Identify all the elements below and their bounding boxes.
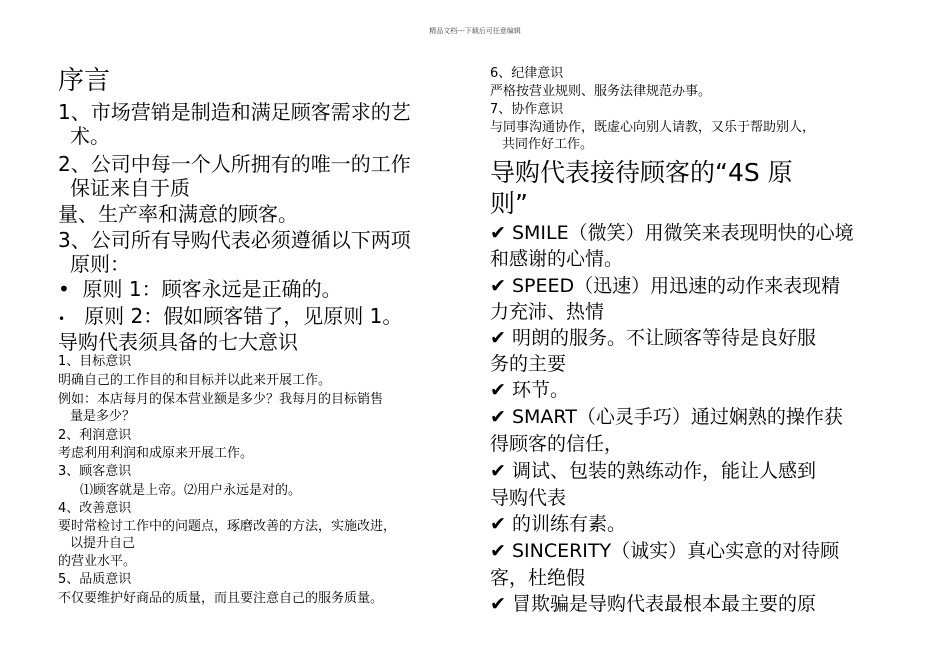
- check-item-sincerity-cont: 客，杜绝假: [490, 567, 586, 589]
- check-item-packaging: ✔ 调试、包装的熟练动作，能让人感到: [490, 460, 816, 482]
- preface-title: 序言: [58, 66, 111, 96]
- principle-1-text: 原则 1：顾客永远是正确的。: [82, 277, 342, 301]
- check-item-deception: ✔ 冒欺骗是导购代表最根本最主要的原: [490, 593, 816, 615]
- check-item-speed-cont: 力充沛、热情: [490, 301, 605, 323]
- bullet-icon: •: [58, 312, 66, 326]
- cooperation-awareness-text: 与同事沟通协作，既虚心向别人请教，又乐于帮助别人，: [490, 120, 816, 135]
- principle-2: [58, 300, 402, 329]
- bullet-icon: •: [58, 277, 70, 301]
- check-item-bright-service: ✔ 明朗的服务。不让顾客等待是良好服: [490, 327, 816, 349]
- check-item-smile-cont: 和感谢的心情。: [490, 248, 624, 270]
- principle-2-text: 原则 2：假如顾客错了，见原则 1。: [84, 304, 403, 328]
- preface-item-1-cont: 术。: [70, 124, 110, 148]
- preface-item-1: 1、市场营销是制造和满足顾客需求的艺: [58, 100, 411, 124]
- goal-awareness-text: 明确自己的工作目的和目标并以此来开展工作。: [58, 373, 332, 388]
- profit-awareness-text: 考虑利用利润和成原来开展工作。: [58, 446, 254, 461]
- check-item-smile: ✔ SMILE（微笑）用微笑来表现明快的心境: [490, 222, 854, 244]
- cooperation-awareness-cont: 共同作好工作。: [502, 137, 594, 152]
- seven-awareness-heading: 导购代表须具备的七大意识: [58, 330, 298, 354]
- discipline-awareness-title: 6、纪律意识: [490, 66, 564, 81]
- 4s-principle-heading-cont: 则”: [490, 189, 528, 218]
- improvement-awareness-cont2: 的营业水平。: [58, 554, 137, 569]
- quality-awareness-title: 5、品质意识: [58, 572, 132, 587]
- profit-awareness-title: 2、利润意识: [58, 428, 132, 443]
- check-item-packaging-cont: 导购代表: [490, 487, 567, 509]
- check-item-bright-service-cont: 务的主要: [490, 353, 567, 375]
- principle-1: [58, 273, 342, 302]
- preface-item-2-cont2: 量、生产率和满意的顾客。: [58, 202, 298, 226]
- improvement-awareness-title: 4、改善意识: [58, 501, 132, 516]
- customer-awareness-text: ⑴顾客就是上帝。⑵用户永远是对的。: [80, 483, 302, 498]
- preface-item-3-cont: 原则：: [70, 252, 130, 276]
- goal-awareness-example-cont: 量是多少？: [70, 409, 136, 424]
- check-item-smart: ✔ SMART（心灵手巧）通过娴熟的操作获: [490, 406, 843, 428]
- check-item-link: ✔ 环节。: [490, 379, 569, 401]
- cooperation-awareness-title: 7、协作意识: [490, 102, 564, 117]
- 4s-principle-heading: 导购代表接待顾客的“4S 原: [490, 158, 793, 187]
- check-item-trained: ✔ 的训练有素。: [490, 513, 626, 535]
- discipline-awareness-text: 严格按营业规则、服务法律规范办事。: [490, 84, 712, 99]
- customer-awareness-title: 3、顾客意识: [58, 464, 132, 479]
- improvement-awareness-text: 要时常检讨工作中的问题点，琢磨改善的方法，实施改进，: [58, 519, 397, 534]
- check-item-smart-cont: 得顾客的信任，: [490, 433, 624, 455]
- quality-awareness-text: 不仅要维护好商品的质量，而且要注意自己的服务质量。: [58, 591, 384, 606]
- improvement-awareness-cont: 以提升自己: [70, 536, 136, 551]
- preface-item-2-cont: 保证来自于质: [70, 176, 190, 200]
- page-header: 精品文档---下载后可任意编辑: [429, 27, 521, 35]
- goal-awareness-title: 1、目标意识: [58, 354, 132, 369]
- check-item-speed: ✔ SPEED（迅速）用迅速的动作来表现精: [490, 275, 841, 297]
- check-item-sincerity: ✔ SINCERITY（诚实）真心实意的对待顾: [490, 540, 840, 562]
- preface-item-3: 3、公司所有导购代表必须遵循以下两项: [58, 228, 411, 252]
- preface-item-2: 2、公司中每一个人所拥有的唯一的工作: [58, 152, 411, 176]
- goal-awareness-example: 例如：本店每月的保本营业额是多少？我每月的目标销售: [58, 392, 384, 407]
